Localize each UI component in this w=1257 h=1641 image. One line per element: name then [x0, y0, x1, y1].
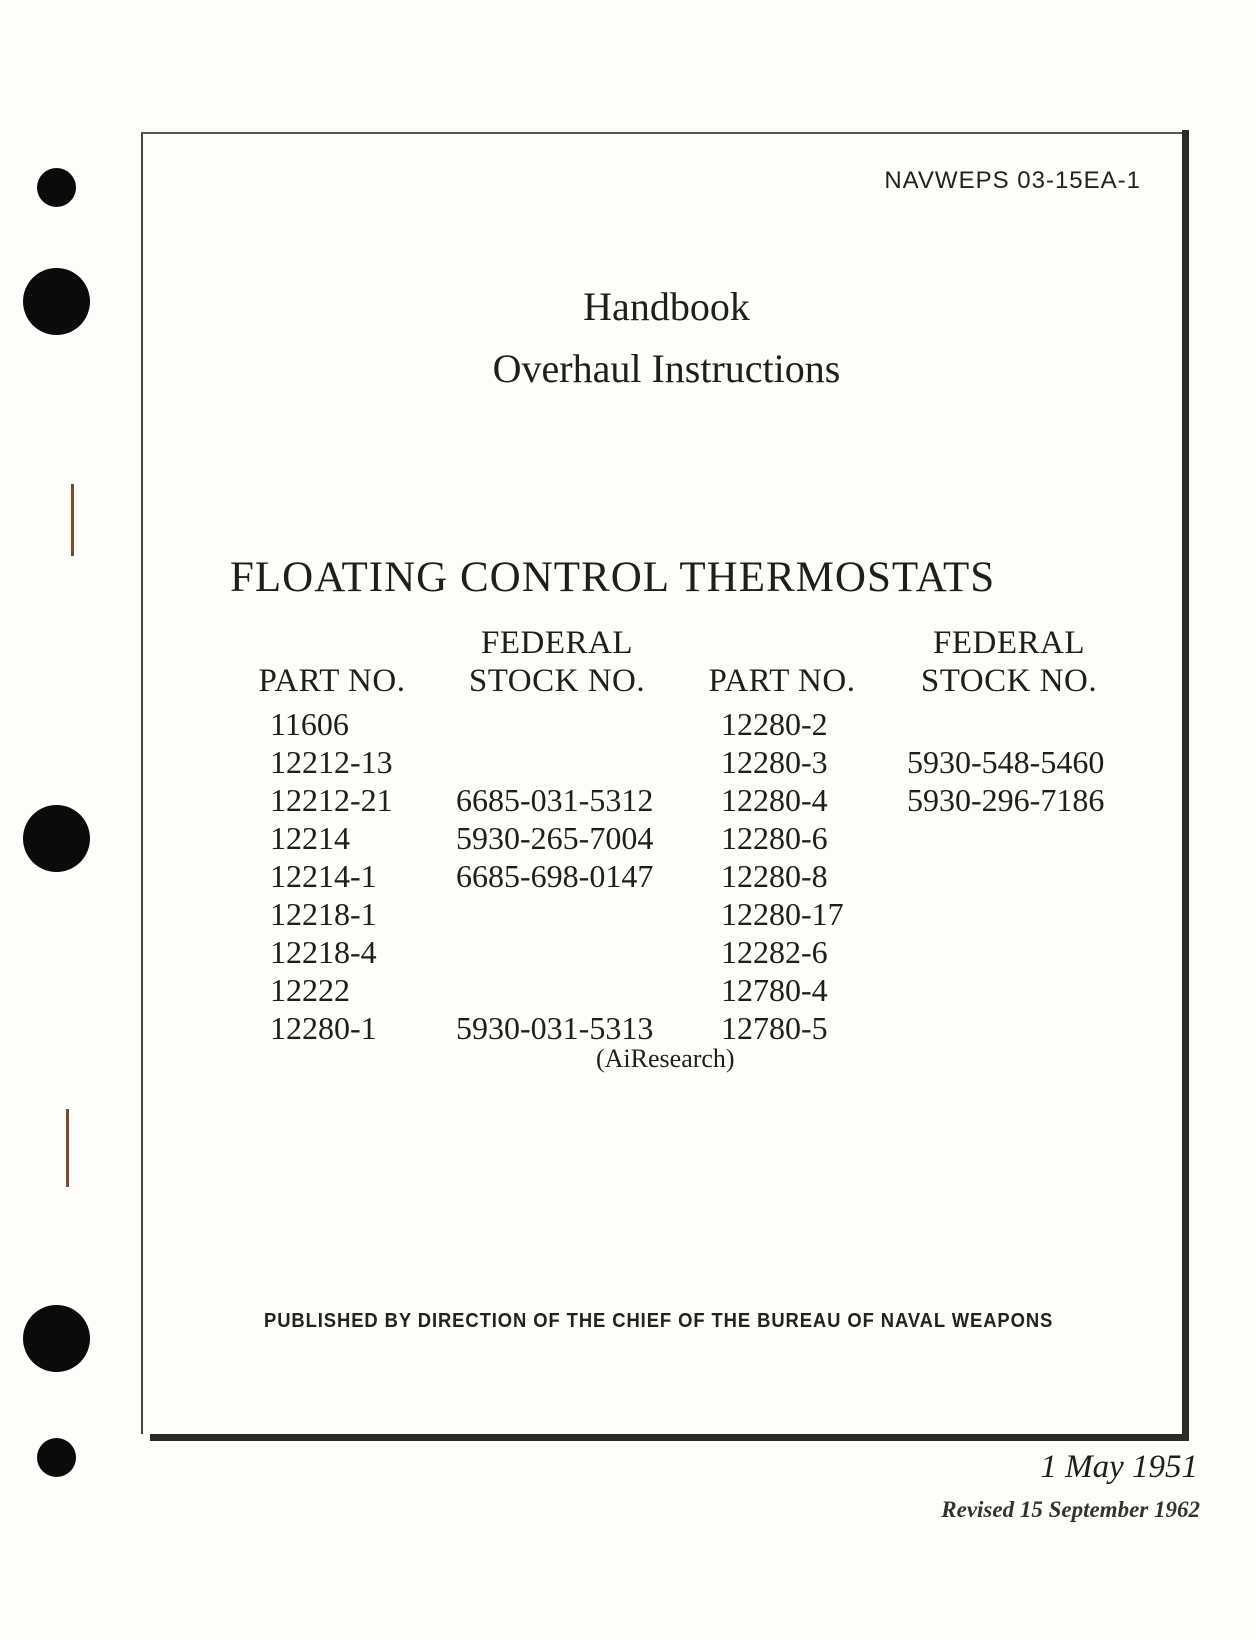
part-no-column-left: [270, 705, 393, 1047]
handbook-title: Handbook: [583, 284, 750, 329]
table-cell: 5930-548-5460: [907, 744, 1105, 780]
table-cell: 12280-3: [721, 744, 828, 780]
margin-mark: [66, 1109, 69, 1187]
binder-hole: [23, 1305, 90, 1372]
table-cell: [456, 705, 653, 743]
margin-mark: [71, 484, 74, 556]
revised-date: Revised 15 September 1962: [941, 1497, 1200, 1522]
table-cell: 12222: [270, 972, 350, 1008]
table-cell: [907, 933, 1104, 971]
table-cell: 12280-8: [721, 858, 828, 894]
manufacturer-note: (AiResearch): [596, 1044, 735, 1073]
table-cell: [907, 1009, 1104, 1047]
binder-hole: [37, 168, 76, 207]
col-header-part-no-right: PART NO.: [708, 663, 856, 699]
document-number: NAVWEPS 03-15EA-1: [884, 167, 1141, 194]
table-cell: 11606: [270, 706, 349, 742]
table-cell: 12280-17: [721, 896, 844, 932]
table-cell: 5930-265-7004: [456, 820, 654, 856]
table-cell: 12212-13: [270, 744, 393, 780]
stock-no-column-right: [907, 705, 1104, 1047]
table-cell: 12280-6: [721, 820, 828, 856]
table-cell: [907, 971, 1104, 1009]
table-cell: 5930-296-7186: [907, 782, 1105, 818]
table-cell: [907, 819, 1104, 857]
table-cell: 6685-698-0147: [456, 858, 654, 894]
table-cell: [907, 705, 1104, 743]
original-date: 1 May 1951: [1040, 1449, 1198, 1485]
table-cell: 5930-031-5313: [456, 1010, 654, 1046]
table-cell: [456, 895, 653, 933]
table-cell: 6685-031-5312: [456, 782, 654, 818]
stock-no-column-left: [456, 705, 653, 1047]
handbook-subtitle: Overhaul Instructions: [492, 346, 841, 391]
table-cell: 12212-21: [270, 782, 393, 818]
table-cell: 12218-1: [270, 896, 377, 932]
table-cell: [907, 857, 1104, 895]
table-cell: [456, 971, 653, 1009]
binder-hole: [37, 1438, 76, 1477]
table-cell: 12780-5: [721, 1010, 828, 1046]
table-cell: [456, 933, 653, 971]
main-title: FLOATING CONTROL THERMOSTATS: [230, 554, 996, 601]
col-header-stock-no-left: FEDERAL STOCK NO.: [468, 625, 646, 699]
part-no-column-right: [721, 705, 844, 1047]
page-border-bottom-shadow: [150, 1434, 1189, 1441]
table-cell: 12214: [270, 820, 350, 856]
table-cell: 12218-4: [270, 934, 377, 970]
published-by-line: PUBLISHED BY DIRECTION OF THE CHIEF OF THE BUREAU OF NAVAL WEAPONS: [264, 1310, 1054, 1332]
table-cell: 12280-1: [270, 1010, 377, 1046]
binder-hole: [23, 805, 90, 872]
table-cell: 12282-6: [721, 934, 828, 970]
table-cell: 12280-2: [721, 706, 828, 742]
table-cell: [456, 743, 653, 781]
table-cell: [907, 895, 1104, 933]
col-header-part-no-left: PART NO.: [258, 663, 406, 699]
table-cell: 12280-4: [721, 782, 828, 818]
table-cell: 12780-4: [721, 972, 828, 1008]
col-header-stock-no-right: FEDERAL STOCK NO.: [920, 625, 1098, 699]
table-cell: 12214-1: [270, 858, 377, 894]
